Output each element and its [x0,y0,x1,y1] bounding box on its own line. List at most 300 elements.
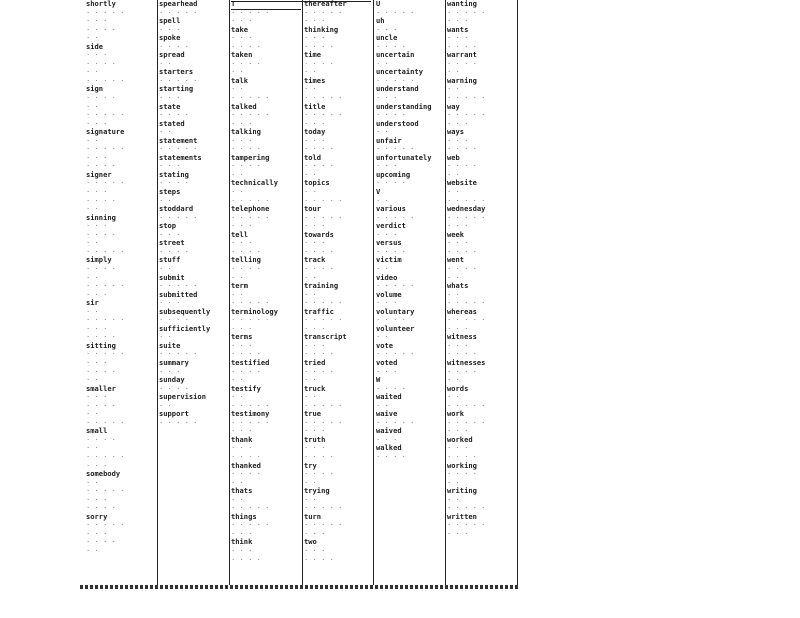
index-reference-placeholder: · · · · [304,264,334,273]
index-reference-placeholder: · · · · · [86,350,125,359]
index-reference-placeholder: · · · [86,119,108,128]
index-reference-placeholder: · · [447,188,460,197]
index-headword: time [304,51,322,60]
index-reference-placeholder: · · · · · [159,76,198,85]
index-reference-placeholder: · · · [231,547,253,555]
index-headword: times [304,76,326,85]
index-reference-placeholder: · · · · · [231,401,270,410]
index-headword: various [376,205,406,214]
index-reference-placeholder: · · · · [304,452,334,461]
index-reference-placeholder: · · [86,68,99,77]
index-reference-placeholder: · · [231,478,244,487]
index-headword: sign [86,85,104,94]
index-reference-placeholder: · · [86,444,99,453]
index-reference-placeholder: · · · · [231,42,261,51]
index-headword: ways [447,128,465,137]
index-headword: stuff [159,256,181,265]
index-reference-placeholder: · · · · · [304,196,343,205]
index-headword: waited [376,393,402,402]
index-reference-placeholder: · · · [231,427,253,436]
index-headword: sinning [86,213,116,222]
index-headword: testimony [231,410,270,419]
index-reference-placeholder: · · · [231,136,253,145]
index-reference-placeholder: · · · · · [376,282,415,291]
index-headword: understanding [376,102,432,111]
index-reference-placeholder: · · [304,393,317,402]
index-reference-placeholder: · · · · [86,333,116,342]
index-headword: towards [304,230,334,239]
index-reference-placeholder: · · · [231,341,253,350]
index-reference-placeholder: · · [447,393,460,402]
index-reference-placeholder: · · [376,333,389,342]
index-reference-placeholder: · · [447,495,460,504]
index-reference-placeholder: · · · [376,94,398,103]
index-headword: training [304,282,339,291]
index-reference-placeholder: · · [447,478,460,487]
index-headword: take [231,25,249,34]
index-reference-placeholder: · · · · · [231,418,270,427]
index-reference-placeholder: · · [447,290,460,299]
index-reference-placeholder: · · · [447,34,469,43]
index-reference-placeholder: · · · · · [376,76,415,85]
index-column-2 [159,0,231,585]
index-headword: vote [376,341,394,350]
index-reference-placeholder: · · · · [376,111,406,120]
index-reference-placeholder: · · [86,273,99,282]
index-reference-placeholder: · · · [159,299,181,308]
index-reference-placeholder: · · · [447,529,469,538]
index-reference-placeholder: · · · · · [376,418,415,427]
index-headword: side [86,42,104,51]
index-reference-placeholder: · · [86,136,99,145]
index-reference-placeholder: · · · [86,17,108,26]
index-headword: starting [159,85,194,94]
index-column-3 [231,0,303,585]
index-reference-placeholder: · · [86,307,99,316]
index-headword: spearhead [159,0,198,8]
index-reference-placeholder: · · · · [304,59,334,68]
index-reference-placeholder: · · · [86,461,108,470]
index-reference-placeholder: · · · [159,230,181,239]
index-headword: verdict [376,222,406,231]
index-reference-placeholder: · · · · · [86,487,125,496]
index-reference-placeholder: · · · · [159,384,189,393]
index-reference-placeholder: · · · · · [447,196,486,205]
index-headword: small [86,427,108,436]
index-headword: spoke [159,34,181,43]
index-reference-placeholder: · · · · · [447,213,486,222]
index-reference-placeholder: · · · · · [86,179,125,188]
index-reference-placeholder: · · [231,376,244,385]
index-headword: V [376,188,381,197]
index-reference-placeholder: · · · · · [376,145,415,154]
index-reference-placeholder: · · [376,401,389,410]
index-reference-placeholder: · · · · [231,247,261,256]
index-reference-placeholder: · · · · [304,162,334,171]
index-reference-placeholder: · · · [447,119,469,128]
index-headword: W [376,376,381,385]
index-headword: talked [231,102,257,111]
index-headword: volume [376,290,402,299]
index-reference-placeholder: · · · · · [304,401,343,410]
index-reference-placeholder: · · · · · [304,418,343,427]
index-headword: waived [376,427,402,436]
index-reference-placeholder: · · · · · [86,8,125,17]
index-headword: sufficiently [159,324,211,333]
index-column-4 [304,0,376,585]
index-reference-placeholder: · · · [447,222,469,231]
index-reference-placeholder: · · · [159,94,181,103]
index-reference-placeholder: · · · [86,51,108,60]
index-headword: sorry [86,512,108,521]
index-headword: suite [159,341,181,350]
index-reference-placeholder: · · · [304,17,326,26]
index-reference-placeholder: · · · [231,17,253,26]
index-headword: week [447,230,465,239]
index-column-1 [86,0,158,585]
index-reference-placeholder: · · · · [86,401,116,410]
index-reference-placeholder: · · [159,264,172,273]
index-reference-placeholder: · · · · · [86,452,125,461]
index-headword: whereas [447,307,477,316]
index-headword: somebody [86,470,121,479]
index-reference-placeholder: · · [159,128,172,137]
index-headword: today [304,128,326,137]
index-reference-placeholder: · · · [86,290,108,299]
index-reference-placeholder: · · · · [376,42,406,51]
index-headword: unfortunately [376,153,432,162]
index-reference-placeholder: · · [447,170,460,179]
index-reference-placeholder: · · · · [447,470,477,479]
index-reference-placeholder: · · · · · [447,418,486,427]
index-reference-placeholder: · · [86,478,99,487]
index-column-5 [376,0,448,585]
index-reference-placeholder: · · [86,239,99,248]
index-reference-placeholder: · · · · [159,179,189,188]
index-headword: upcoming [376,170,411,179]
index-reference-placeholder: · · · · [304,367,334,376]
index-reference-placeholder: · · [231,273,244,282]
index-headword: thats [231,487,253,496]
index-reference-placeholder: · · · · · [447,504,486,513]
index-headword: tampering [231,153,270,162]
index-reference-placeholder: · · · · · [231,299,270,308]
index-headword: website [447,179,477,188]
index-reference-placeholder: · · · · [159,316,189,325]
index-headword: supervision [159,393,206,402]
index-reference-placeholder: · · · · · [86,247,125,256]
index-headword: think [231,538,253,547]
index-reference-placeholder: · · · [159,162,181,171]
index-headword: unfair [376,136,402,145]
index-headword: try [304,461,317,470]
index-reference-placeholder: · · · [447,136,469,145]
index-headword: volunteer [376,324,415,333]
index-headword: simply [86,256,112,265]
index-reference-placeholder: · · [86,376,99,385]
index-reference-placeholder: · · · [304,222,326,231]
index-reference-placeholder: · · · · · [86,111,125,120]
index-headword: written [447,512,477,521]
index-headword: way [447,102,460,111]
index-reference-placeholder: · · · · [304,470,334,479]
index-reference-placeholder: · · · · [304,350,334,359]
index-headword: thanked [231,461,261,470]
index-reference-placeholder: · · · · · [376,8,415,17]
index-reference-placeholder: · · · · · [376,213,415,222]
index-headword: signer [86,170,112,179]
index-headword: steps [159,188,181,197]
index-headword: waive [376,410,398,419]
index-reference-placeholder: · · · · [86,59,116,68]
index-headword: smaller [86,384,116,393]
index-reference-placeholder: · · [159,333,172,342]
index-reference-placeholder: · · · · [86,94,116,103]
index-headword: tried [304,358,326,367]
index-reference-placeholder: · · · · [231,470,261,479]
index-headword: true [304,410,322,419]
index-reference-placeholder: · · · [304,119,326,128]
index-reference-placeholder: · · · · [86,264,116,273]
index-headword: support [159,410,189,419]
index-reference-placeholder: · · · · [376,247,406,256]
index-headword: web [447,153,460,162]
index-reference-placeholder: · · · [231,239,253,248]
index-reference-placeholder: · · · · · [231,521,270,530]
index-reference-placeholder: · · · · · [159,213,198,222]
index-headword: two [304,538,317,547]
index-headword: versus [376,239,402,248]
index-reference-placeholder: · · · [304,529,326,538]
index-headword: thinking [304,25,339,34]
index-headword: telling [231,256,261,265]
index-headword: testified [231,358,270,367]
index-reference-placeholder: · · · · [304,247,334,256]
index-headword: shortly [86,0,116,8]
index-reference-placeholder: · · · · · [159,418,198,427]
index-reference-placeholder: · · · · [231,59,261,68]
index-reference-placeholder: · · · · [86,230,116,239]
index-headword: uncertainty [376,68,423,77]
index-reference-placeholder: · · · [447,324,469,333]
index-reference-placeholder: · · · [304,444,326,453]
index-reference-placeholder: · · · · [86,196,116,205]
index-reference-placeholder: · · · · [86,435,116,444]
index-reference-placeholder: · · · [304,547,326,555]
index-reference-placeholder: · · · · · [231,213,270,222]
index-reference-placeholder: · · · [304,136,326,145]
index-reference-placeholder: · · · · · [159,282,198,291]
index-headword: tour [304,205,322,214]
index-reference-placeholder: · · [86,34,99,43]
index-headword: told [304,153,322,162]
index-headword: worked [447,435,473,444]
index-reference-placeholder: · · · · [447,42,477,51]
index-reference-placeholder: · · · [304,324,326,333]
index-reference-placeholder: · · · [376,367,398,376]
index-headword: things [231,512,257,521]
index-reference-placeholder: · · · · [86,25,116,34]
index-reference-placeholder: · · [231,170,244,179]
index-headword: stated [159,119,185,128]
index-reference-placeholder: · · · [304,427,326,436]
index-reference-placeholder: · · · · [159,111,189,120]
index-reference-placeholder: · · · · · [447,401,486,410]
index-column-6 [447,0,519,585]
index-reference-placeholder: · · · · [304,42,334,51]
index-reference-placeholder: · · · · [376,179,406,188]
index-reference-placeholder: · · · · · [304,299,343,308]
index-reference-placeholder: · · · [376,299,398,308]
index-headword: signature [86,128,125,137]
index-reference-placeholder: · · · · [86,504,116,513]
index-reference-placeholder: · · [86,410,99,419]
index-reference-placeholder: · · · [86,529,108,538]
index-headword: summary [159,358,189,367]
index-reference-placeholder: · · · · · [86,418,125,427]
index-reference-placeholder: · · · · · [231,504,270,513]
index-headword: spell [159,17,181,26]
index-reference-placeholder: · · · · [376,316,406,325]
index-reference-placeholder: · · · · [231,452,261,461]
index-headword: walked [376,444,402,453]
index-reference-placeholder: · · · · [376,384,406,393]
index-reference-placeholder: · · [86,205,99,214]
index-headword: statement [159,136,198,145]
index-reference-placeholder: · · [447,376,460,385]
index-reference-placeholder: · · [304,290,317,299]
index-reference-placeholder: · · [376,196,389,205]
index-reference-placeholder: · · · [304,34,326,43]
index-headword: work [447,410,465,419]
index-reference-placeholder: · · [304,68,317,77]
index-headword: statements [159,153,202,162]
index-reference-placeholder: · · · [231,222,253,231]
index-reference-placeholder: · · · · · [231,316,270,325]
scan-edge [80,585,520,589]
index-reference-placeholder: · · · · · [231,196,270,205]
index-reference-placeholder: · · [231,393,244,402]
index-reference-placeholder: · · · · · [447,111,486,120]
index-headword: taken [231,51,253,60]
index-reference-placeholder: · · · [86,495,108,504]
index-headword: tell [231,230,249,239]
index-headword: title [304,102,326,111]
index-reference-placeholder: · · · [304,239,326,248]
index-headword: testify [231,384,261,393]
index-reference-placeholder: · · · · [447,452,477,461]
index-reference-placeholder: · · · · · [304,213,343,222]
index-headword: sunday [159,376,185,385]
index-headword: subsequently [159,307,211,316]
index-reference-placeholder: · · · · · [231,94,270,103]
index-reference-placeholder: · · · · · [304,94,343,103]
index-headword: truck [304,384,326,393]
index-reference-placeholder: · · · · · [231,111,270,120]
index-reference-placeholder: · · [304,85,317,94]
index-reference-placeholder: · · · · [447,162,477,171]
index-reference-placeholder: · · · · [231,145,261,154]
index-reference-placeholder: · · · [231,529,253,538]
index-headword: uncle [376,34,398,43]
index-headword: sir [86,299,99,308]
index-reference-placeholder: · · · · [376,452,406,461]
index-headword: warrant [447,51,477,60]
index-reference-placeholder: · · [376,264,389,273]
index-headword: uh [376,17,385,26]
index-reference-placeholder: · · · · [231,264,261,273]
index-headword: traffic [304,307,334,316]
index-reference-placeholder: · · · [376,230,398,239]
index-reference-placeholder: · · · · · [86,316,125,325]
index-reference-placeholder: · · · [447,17,469,26]
index-headword: turn [304,512,322,521]
index-reference-placeholder: · · [231,495,244,504]
index-headword: terminology [231,307,278,316]
index-reference-placeholder: · · · · · [304,316,343,325]
index-headword: submit [159,273,185,282]
index-reference-placeholder: · · · · [159,247,189,256]
index-reference-placeholder: · · · [447,444,469,453]
index-reference-placeholder: · · · [86,324,108,333]
index-headword: T [231,0,236,8]
index-reference-placeholder: · · · [231,444,253,453]
index-reference-placeholder: · · [159,401,172,410]
index-headword: voluntary [376,307,415,316]
index-headword: submitted [159,290,198,299]
index-reference-placeholder: · · · · [231,350,261,359]
index-reference-placeholder: · · · [86,188,108,197]
index-reference-placeholder: · · · · · [304,504,343,513]
index-reference-placeholder: · · · · · [304,111,343,120]
index-headword: went [447,256,465,265]
index-headword: truth [304,435,326,444]
index-headword: sitting [86,341,116,350]
index-reference-placeholder: · · · · · [231,8,270,17]
index-headword: talking [231,128,261,137]
index-headword: terms [231,333,253,342]
index-reference-placeholder: · · [159,196,172,205]
index-reference-placeholder: · · [231,68,244,77]
index-reference-placeholder: · · · [376,25,398,34]
index-reference-placeholder: · · [86,102,99,111]
index-reference-placeholder: · · · · · [159,350,198,359]
index-reference-placeholder: · · [304,170,317,179]
index-reference-placeholder: · · · [159,25,181,34]
index-reference-placeholder: · · · · [447,367,477,376]
index-headword: warning [447,76,477,85]
index-headword: trying [304,487,330,496]
index-reference-placeholder: · · · · [447,247,477,256]
index-reference-placeholder: · · · · · [159,8,198,17]
index-reference-placeholder: · · · · · [86,145,125,154]
index-reference-placeholder: · · · [159,367,181,376]
index-headword: telephone [231,205,270,214]
index-reference-placeholder: · · · [86,153,108,162]
index-headword: street [159,239,185,248]
index-reference-placeholder: · · · [447,427,469,436]
index-reference-placeholder: · · · · [304,145,334,154]
index-reference-placeholder: · · · [231,119,253,128]
index-reference-placeholder: · · · · · [447,521,486,530]
index-reference-placeholder: · · [86,547,99,555]
index-headword: video [376,273,398,282]
index-headword: words [447,384,469,393]
index-reference-placeholder: · · [376,59,389,68]
index-reference-placeholder: · · · [86,358,108,367]
index-headword: state [159,102,181,111]
index-headword: technically [231,179,278,188]
